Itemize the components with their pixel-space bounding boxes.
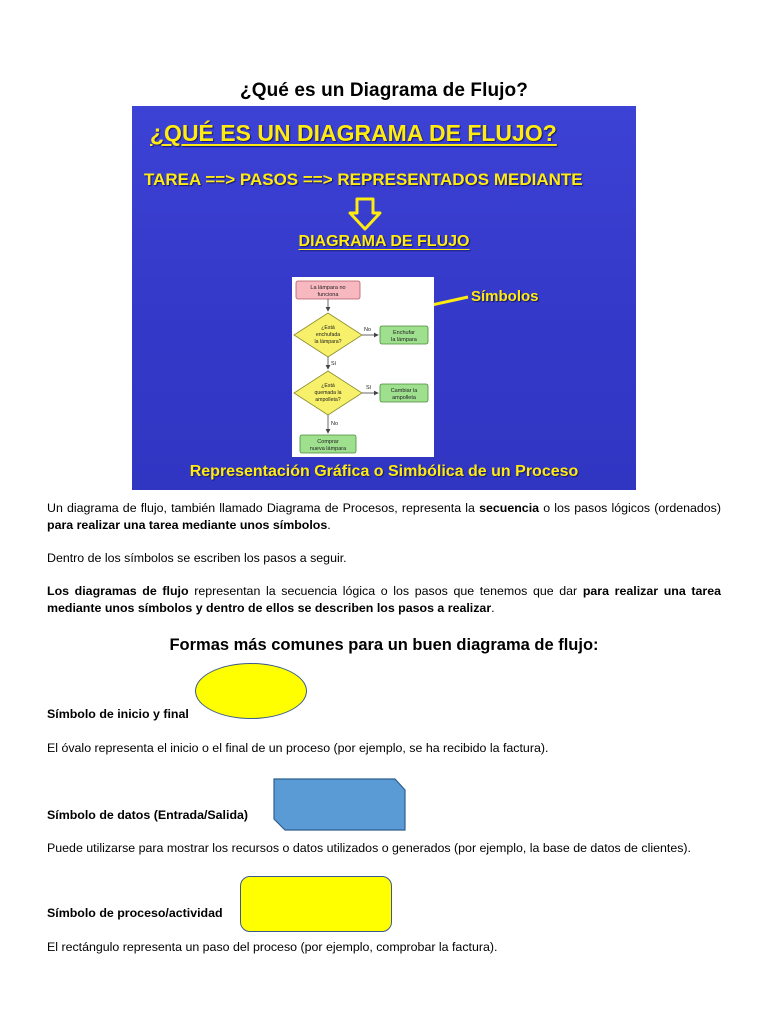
slide-title: ¿QUÉ ES UN DIAGRAMA DE FLUJO? bbox=[150, 120, 557, 146]
slide-footer: Representación Gráfica o Simbólica de un Proceso bbox=[189, 463, 579, 480]
data-shape bbox=[273, 778, 407, 832]
symbols-label: Símbolos bbox=[471, 288, 539, 305]
flow-q1-line1: ¿Está bbox=[321, 325, 335, 331]
paragraph-definition: Un diagrama de flujo, también llamado Diagrama de Procesos, representa la secuencia o los pasos lógicos (ordenados) para realizar una tarea mediante unos símbolos. bbox=[47, 501, 721, 532]
slide-subtitle: DIAGRAMA DE FLUJO bbox=[298, 233, 470, 250]
flow-q1-yes: Sí bbox=[331, 361, 337, 367]
symbol-data-label: Símbolo de datos (Entrada/Salida) bbox=[47, 808, 249, 822]
flow-a2-line2: ampolleta bbox=[392, 395, 416, 401]
flow-q2-yes: Sí bbox=[366, 385, 372, 391]
paragraph-steps: Dentro de los símbolos se escriben los pasos a seguir. bbox=[47, 551, 347, 565]
symbol-data-description: Puede utilizarse para mostrar los recursos o datos utilizados o generados (por ejemplo, la base de datos de clientes). bbox=[47, 841, 691, 855]
flow-q2-no: No bbox=[331, 421, 339, 427]
section-title: Formas más comunes para un buen diagrama de flujo: bbox=[169, 636, 599, 654]
paragraph-description: Los diagramas de flujo representan la secuencia lógica o los pasos que tenemos que dar para realizar una tarea mediante unos símbolos y dentro de ellos se describen los pasos a realizar. bbox=[47, 584, 721, 615]
flow-start-line2: funciona bbox=[317, 292, 339, 298]
flow-q1-no: No bbox=[364, 327, 372, 333]
flow-a1-line2: la lámpara bbox=[391, 337, 417, 343]
flow-q2-line3: ampolleta? bbox=[315, 397, 341, 403]
symbol-process-description: El rectángulo representa un paso del proceso (por ejemplo, comprobar la factura). bbox=[47, 940, 498, 954]
flow-q2-line1: ¿Está bbox=[321, 383, 335, 389]
symbol-process-label: Símbolo de proceso/actividad bbox=[47, 906, 223, 920]
flowchart-slide-image bbox=[132, 106, 636, 490]
flow-a1-line1: Enchufar bbox=[392, 330, 416, 336]
flow-a2-line1: Cambiar la bbox=[390, 388, 418, 394]
page-title: ¿Qué es un Diagrama de Flujo? bbox=[240, 80, 528, 101]
flow-end-line1: Comprar bbox=[317, 439, 339, 445]
flow-q1-line3: la lámpara? bbox=[314, 339, 342, 345]
oval-shape bbox=[195, 663, 307, 719]
rectangle-shape bbox=[240, 876, 392, 932]
flow-start-line1: La lámpara no bbox=[310, 285, 346, 291]
symbol-start-end-description: El óvalo representa el inicio o el final de un proceso (por ejemplo, se ha recibido la factura). bbox=[47, 741, 549, 755]
flow-q2-line2: quemada la bbox=[314, 390, 342, 396]
flow-q1-line2: enchufada bbox=[315, 332, 341, 338]
mini-flowchart bbox=[292, 277, 434, 457]
flow-end-line2: nueva lámpara bbox=[309, 446, 347, 452]
slide-task-line: TAREA ==> PASOS ==> REPRESENTADOS MEDIANTE bbox=[144, 170, 583, 189]
symbol-start-end-label: Símbolo de inicio y final bbox=[47, 707, 189, 721]
